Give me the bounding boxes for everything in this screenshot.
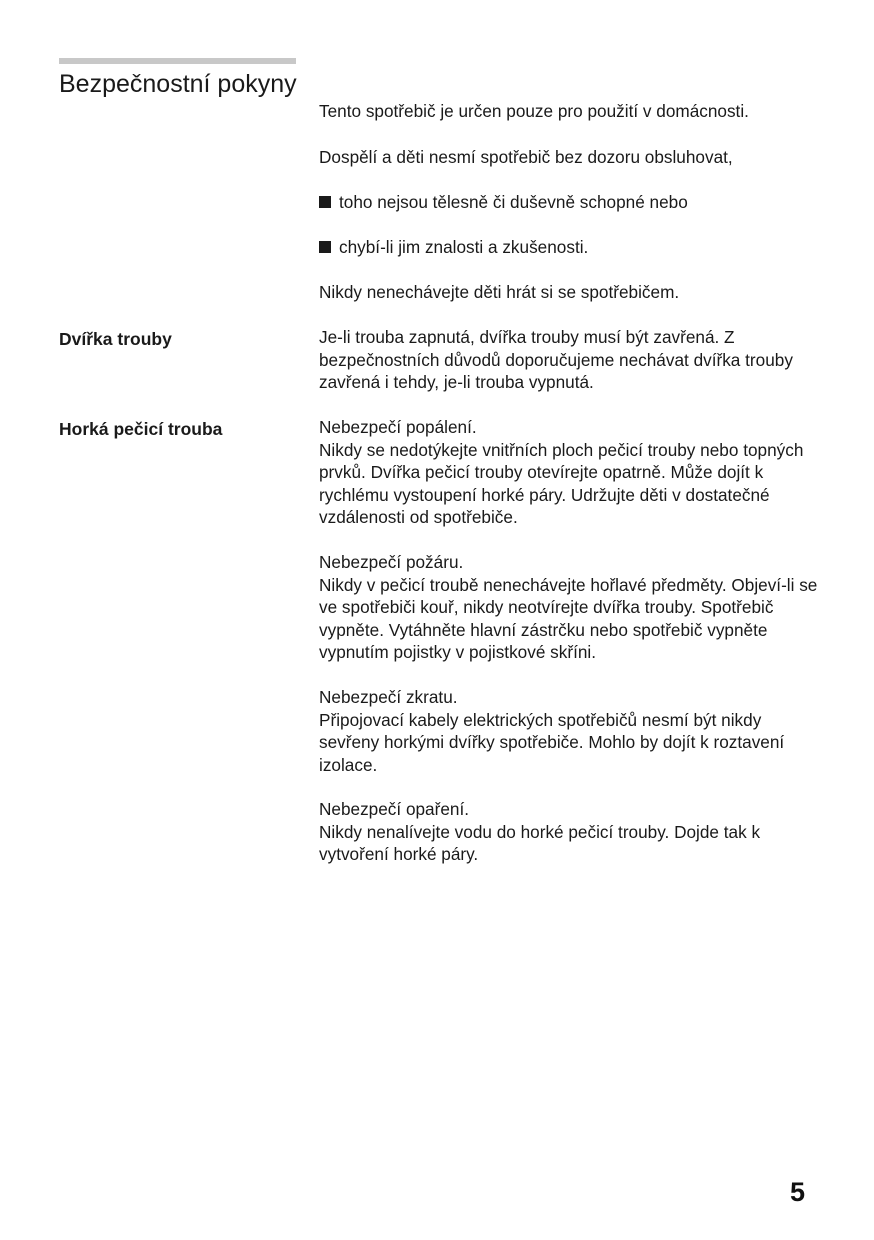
intro-children-text: Nikdy nenechávejte děti hrát si se spotřebičem. <box>319 282 680 302</box>
fire-warning-title: Nebezpečí požáru. <box>319 552 464 572</box>
intro-usage-text: Tento spotřebič je určen pouze pro použití v domácnosti. <box>319 101 749 121</box>
hot-oven-heading: Horká pečicí trouba <box>59 419 223 439</box>
door-heading: Dvířka trouby <box>59 329 172 349</box>
scald-warning <box>319 798 819 866</box>
short-circuit-warning <box>319 686 819 776</box>
list-item-text: toho nejsou tělesně či duševně schopné nebo <box>339 192 688 212</box>
list-item-text: chybí-li jim znalosti a zkušenosti. <box>339 237 589 257</box>
square-bullet-icon <box>319 241 331 253</box>
short-circuit-warning-text: Připojovací kabely elektrických spotřebičů nesmí být nikdy sevřeny horkými dvířky spotřebiče. Mohlo by dojít k roztavení izolace. <box>319 709 785 775</box>
scald-warning-text: Nikdy nenalívejte vodu do horké pečicí trouby. Dojde tak k vytvoření horké páry. <box>319 821 761 864</box>
section-top-rule <box>59 58 296 64</box>
intro-supervision-text: Dospělí a děti nesmí spotřebič bez dozoru obsluhovat, <box>319 147 733 167</box>
door-text: Je-li trouba zapnutá, dvířka trouby musí být zavřená. Z bezpečnostních důvodů doporučujeme nechávat dvířka trouby zavřená i tehdy, je-li trouba vypnutá. <box>319 327 793 392</box>
page-number: 5 <box>790 1177 806 1207</box>
list-item <box>319 191 819 214</box>
burn-warning-text: Nikdy se nedotýkejte vnitřních ploch pečicí trouby nebo topných prvků. Dvířka pečicí trouby otevírejte opatrně. Může dojít k rychlému vystoupení horké páry. Udržujte děti v dostatečné vzdálenosti od spotřebiče. <box>319 439 804 527</box>
short-circuit-warning-title: Nebezpečí zkratu. <box>319 687 458 707</box>
square-bullet-icon <box>319 196 331 208</box>
page-title: Bezpečnostní pokyny <box>59 70 297 98</box>
burn-warning-title: Nebezpečí popálení. <box>319 417 477 437</box>
fire-warning-text: Nikdy v pečicí troubě nenechávejte hořlavé předměty. Objeví-li se ve spotřebiči kouř, nikdy neotvírejte dvířka trouby. Spotřebič vypněte. Vytáhněte hlavní zástrčku nebo spotřebič vypněte vypnutím pojistky v pojistkové skříni. <box>319 574 818 662</box>
scald-warning-title: Nebezpečí opaření. <box>319 799 470 819</box>
list-item <box>319 236 819 259</box>
fire-warning <box>319 551 819 664</box>
burn-warning <box>319 416 819 529</box>
